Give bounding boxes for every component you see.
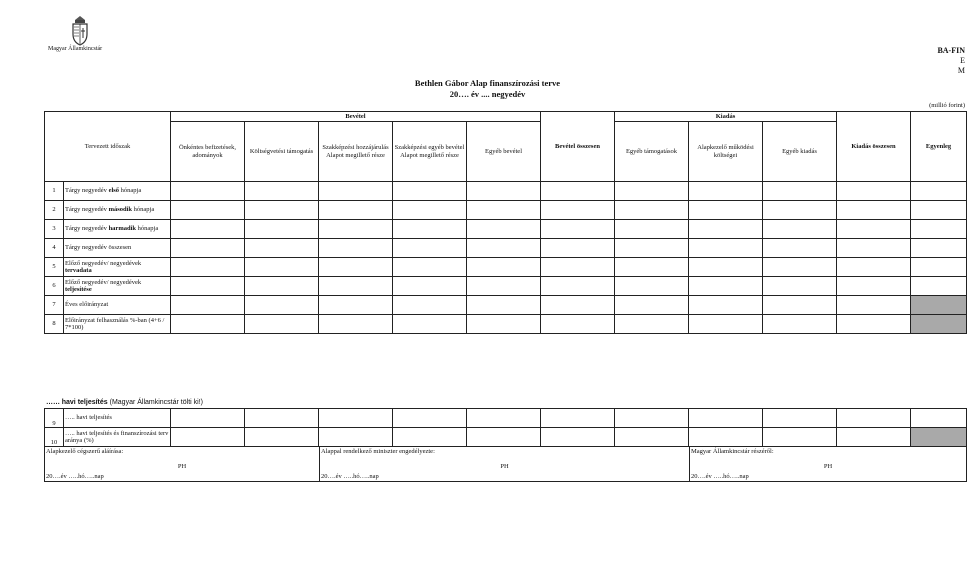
row-label-text: Tárgy negyedév <box>65 187 109 195</box>
table-row <box>45 239 967 258</box>
data-cell[interactable] <box>467 182 541 201</box>
data-cell[interactable] <box>763 315 837 334</box>
data-cell[interactable] <box>763 201 837 220</box>
data-cell[interactable] <box>763 409 837 428</box>
data-cell[interactable] <box>245 315 319 334</box>
data-cell[interactable] <box>689 220 763 239</box>
row-label-emphasis: harmadik <box>108 225 137 233</box>
data-cell[interactable] <box>911 277 967 296</box>
data-cell[interactable] <box>615 315 689 334</box>
data-cell[interactable] <box>393 296 467 315</box>
data-cell[interactable] <box>245 239 319 258</box>
row-label-suffix: hónapja <box>136 225 159 233</box>
row-label-emphasis: tervadata <box>65 267 92 274</box>
data-cell[interactable] <box>911 409 967 428</box>
stamp-placeholder: PH <box>177 463 187 470</box>
row-label-emphasis: második <box>108 206 133 214</box>
data-cell[interactable] <box>837 239 911 258</box>
form-code-sub2: M <box>957 66 965 75</box>
row-number: 1 <box>45 182 64 201</box>
data-cell[interactable] <box>837 409 911 428</box>
financing-plan-table <box>44 111 967 334</box>
table-row <box>45 258 967 277</box>
col-vocational-other: Szakképzési egyéb bevétel Alapot megillető része <box>393 122 467 182</box>
data-cell[interactable] <box>467 409 541 428</box>
monthly-performance-table <box>44 408 967 447</box>
data-cell[interactable] <box>171 428 245 447</box>
col-voluntary-payments: Önkéntes befizetések, adományok <box>171 122 245 182</box>
data-cell[interactable] <box>319 182 393 201</box>
table-row <box>45 409 967 428</box>
data-cell[interactable] <box>689 409 763 428</box>
data-cell[interactable] <box>245 258 319 277</box>
row-label-emphasis: első <box>108 187 120 195</box>
signature-block <box>44 446 967 482</box>
signature-label: Alappal rendelkező miniszter engedélyezte: <box>321 448 435 455</box>
row-number: 6 <box>45 277 64 296</box>
data-cell[interactable] <box>541 277 615 296</box>
data-cell[interactable] <box>467 220 541 239</box>
row-label <box>64 296 171 315</box>
row-number: 5 <box>45 258 64 277</box>
data-cell[interactable] <box>171 296 245 315</box>
data-cell[interactable] <box>171 315 245 334</box>
row-label <box>64 182 171 201</box>
expense-group-header: Kiadás <box>615 112 837 122</box>
col-other-expense: Egyéb kiadás <box>763 122 837 182</box>
table-row <box>45 182 967 201</box>
data-cell[interactable] <box>245 409 319 428</box>
data-cell[interactable] <box>763 277 837 296</box>
data-cell[interactable] <box>837 277 911 296</box>
data-cell[interactable] <box>911 220 967 239</box>
data-cell[interactable] <box>319 239 393 258</box>
row-label <box>64 277 171 296</box>
data-cell[interactable] <box>319 201 393 220</box>
row-label-suffix: hónapja <box>132 206 155 214</box>
row-label-text: Tárgy negyedév <box>65 225 109 233</box>
signature-cell <box>690 447 967 482</box>
data-cell[interactable] <box>689 258 763 277</box>
unit-label: (millió forint) <box>929 102 965 109</box>
agency-name: Magyar Államkincstár <box>48 46 103 52</box>
data-cell[interactable] <box>245 182 319 201</box>
data-cell[interactable] <box>615 239 689 258</box>
signature-cell <box>320 447 690 482</box>
col-operating-costs: Alapkezelő működési költségei <box>689 122 763 182</box>
shaded-cell <box>911 428 967 447</box>
data-cell[interactable] <box>171 239 245 258</box>
data-cell[interactable] <box>245 428 319 447</box>
data-cell[interactable] <box>245 220 319 239</box>
data-cell[interactable] <box>245 296 319 315</box>
section2-note: (Magyar Államkincstár tölti ki!) <box>107 399 203 406</box>
data-cell[interactable] <box>393 409 467 428</box>
data-cell[interactable] <box>245 201 319 220</box>
data-cell[interactable] <box>837 201 911 220</box>
data-cell[interactable] <box>319 428 393 447</box>
data-cell[interactable] <box>615 428 689 447</box>
shaded-cell <box>911 315 967 334</box>
data-cell[interactable] <box>319 296 393 315</box>
data-cell[interactable] <box>689 296 763 315</box>
row-label <box>64 315 171 334</box>
col-other-revenue: Egyéb bevétel <box>467 122 541 182</box>
date-placeholder: 20….év …..hó…..nap <box>46 473 104 480</box>
data-cell[interactable] <box>319 277 393 296</box>
data-cell[interactable] <box>541 409 615 428</box>
row-label-text: Előző negyedév/ negyedévek <box>65 278 142 286</box>
row-label-text: Éves előirányzat <box>65 301 109 309</box>
col-budget-support: Költségvetési támogatás <box>245 122 319 182</box>
data-cell[interactable] <box>467 428 541 447</box>
data-cell[interactable] <box>171 201 245 220</box>
data-cell[interactable] <box>541 220 615 239</box>
subtitle-line: 20…. év .... negyedév <box>449 89 526 99</box>
data-cell[interactable] <box>911 182 967 201</box>
data-cell[interactable] <box>689 182 763 201</box>
row-label-emphasis: teljesítése <box>65 286 92 293</box>
data-cell[interactable] <box>541 182 615 201</box>
data-cell[interactable] <box>911 201 967 220</box>
form-code-main: BA-FIN <box>937 46 965 55</box>
section2-title: havi teljesítés <box>61 399 108 406</box>
data-cell[interactable] <box>689 315 763 334</box>
data-cell[interactable] <box>689 428 763 447</box>
data-cell[interactable] <box>911 239 967 258</box>
row-number: 7 <box>45 296 64 315</box>
data-cell[interactable] <box>171 277 245 296</box>
data-cell[interactable] <box>393 258 467 277</box>
data-cell[interactable] <box>393 277 467 296</box>
data-cell[interactable] <box>171 258 245 277</box>
row-number: 9 <box>45 409 64 428</box>
row-number: 2 <box>45 201 64 220</box>
signature-cell <box>45 447 320 482</box>
row-label-text: Előirányzat felhasználás %-ban (4+6 / 7*100) <box>65 316 165 331</box>
row-number: 3 <box>45 220 64 239</box>
data-cell[interactable] <box>615 296 689 315</box>
row-label-text: Tárgy negyedév összesen <box>65 244 132 252</box>
row-label-suffix: hónapja <box>119 187 142 195</box>
col-other-support: Egyéb támogatások <box>615 122 689 182</box>
data-cell[interactable] <box>689 239 763 258</box>
table-row <box>45 201 967 220</box>
row-label: ….. havi teljesítés és finanszírozási terv aránya (%) <box>64 428 171 447</box>
data-cell[interactable] <box>467 315 541 334</box>
data-cell[interactable] <box>763 220 837 239</box>
data-cell[interactable] <box>541 296 615 315</box>
data-cell[interactable] <box>319 409 393 428</box>
revenue-group-header: Bevétel <box>171 112 541 122</box>
row-number: 8 <box>45 315 64 334</box>
row-label: ….. havi teljesítés <box>64 409 171 428</box>
data-cell[interactable] <box>763 296 837 315</box>
data-cell[interactable] <box>171 182 245 201</box>
data-cell[interactable] <box>911 258 967 277</box>
table-row <box>45 315 967 334</box>
data-cell[interactable] <box>467 296 541 315</box>
row-number: 10 <box>45 428 64 447</box>
data-cell[interactable] <box>319 315 393 334</box>
data-cell[interactable] <box>615 182 689 201</box>
stamp-placeholder: PH <box>500 463 509 470</box>
data-cell[interactable] <box>837 315 911 334</box>
data-cell[interactable] <box>541 315 615 334</box>
data-cell[interactable] <box>393 239 467 258</box>
data-cell[interactable] <box>615 258 689 277</box>
row-number: 4 <box>45 239 64 258</box>
form-code-sub1: E <box>960 56 965 65</box>
data-cell[interactable] <box>689 277 763 296</box>
title-line: Bethlen Gábor Alap finanszírozási terve <box>414 78 561 88</box>
data-cell[interactable] <box>541 239 615 258</box>
shaded-cell <box>911 296 967 315</box>
col-balance: Egyenleg <box>911 112 967 182</box>
period-header: Tervezett időszak <box>45 112 171 182</box>
coat-of-arms-icon <box>66 14 94 46</box>
row-label <box>64 239 171 258</box>
data-cell[interactable] <box>763 239 837 258</box>
stamp-placeholder: PH <box>823 463 833 470</box>
data-cell[interactable] <box>319 220 393 239</box>
data-cell[interactable] <box>615 409 689 428</box>
data-cell[interactable] <box>615 201 689 220</box>
form-code <box>937 46 965 76</box>
row-label <box>64 258 171 277</box>
data-cell[interactable] <box>467 239 541 258</box>
data-cell[interactable] <box>837 258 911 277</box>
table-row <box>45 220 967 239</box>
date-placeholder: 20….év …..hó…..nap <box>321 473 379 480</box>
data-cell[interactable] <box>245 277 319 296</box>
data-cell[interactable] <box>615 220 689 239</box>
data-cell[interactable] <box>763 258 837 277</box>
data-cell[interactable] <box>763 428 837 447</box>
data-cell[interactable] <box>319 258 393 277</box>
data-cell[interactable] <box>467 258 541 277</box>
col-revenue-total: Bevétel összesen <box>541 112 615 182</box>
data-cell[interactable] <box>837 296 911 315</box>
data-cell[interactable] <box>541 201 615 220</box>
data-cell[interactable] <box>837 182 911 201</box>
row-label <box>64 201 171 220</box>
signature-label: Alapkezelő cégszerű aláírása: <box>46 448 124 455</box>
data-cell[interactable] <box>171 220 245 239</box>
data-cell[interactable] <box>615 277 689 296</box>
col-expense-total: Kiadás összesen <box>837 112 911 182</box>
data-cell[interactable] <box>171 409 245 428</box>
data-cell[interactable] <box>837 220 911 239</box>
data-cell[interactable] <box>763 182 837 201</box>
table-row <box>45 296 967 315</box>
signature-label: Magyar Államkincstár részéről: <box>691 448 774 455</box>
table-row <box>45 277 967 296</box>
row-label <box>64 220 171 239</box>
data-cell[interactable] <box>393 182 467 201</box>
row-label-text: Előző negyedév/ negyedévek <box>65 259 142 267</box>
data-cell[interactable] <box>689 201 763 220</box>
data-cell[interactable] <box>393 315 467 334</box>
monthly-performance-heading <box>46 398 203 406</box>
row-label-text: Tárgy negyedév <box>65 206 109 214</box>
document-title <box>0 78 975 100</box>
data-cell[interactable] <box>393 220 467 239</box>
data-cell[interactable] <box>541 428 615 447</box>
data-cell[interactable] <box>393 428 467 447</box>
col-vocational-contribution: Szakképzési hozzájárulás Alapot megillető része <box>319 122 393 182</box>
data-cell[interactable] <box>541 258 615 277</box>
data-cell[interactable] <box>393 201 467 220</box>
date-placeholder: 20….év …..hó…..nap <box>691 473 749 480</box>
data-cell[interactable] <box>467 201 541 220</box>
table-row <box>45 428 967 447</box>
data-cell[interactable] <box>837 428 911 447</box>
section2-dots: …… <box>46 399 60 406</box>
data-cell[interactable] <box>467 277 541 296</box>
